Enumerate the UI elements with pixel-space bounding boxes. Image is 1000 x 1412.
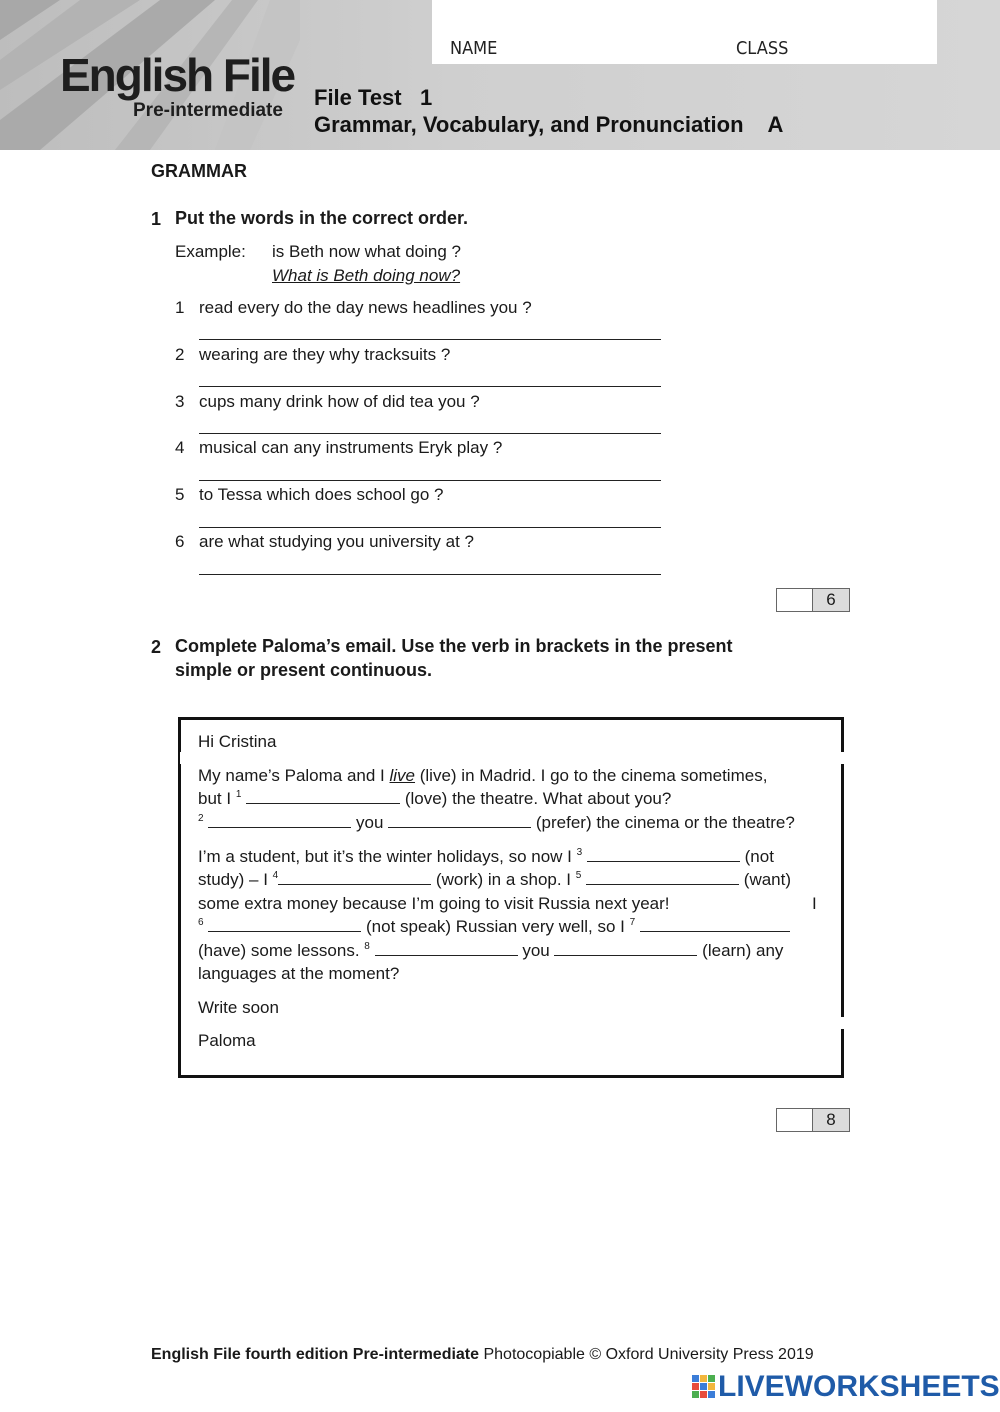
page-header	[0, 0, 1000, 150]
test-subtitle: Grammar, Vocabulary, and Pronunciation A	[314, 112, 784, 137]
frame-gap	[840, 1017, 848, 1029]
answer-line[interactable]	[199, 433, 661, 434]
gap-1-input[interactable]	[246, 789, 400, 804]
logo-subtitle: Pre-intermediate	[133, 100, 283, 121]
item-words: to Tessa which does school go ?	[199, 485, 444, 504]
gap-7-input[interactable]	[640, 917, 790, 932]
liveworksheets-text: LIVEWORKSHEETS	[718, 1370, 1000, 1403]
gap-5-input[interactable]	[586, 870, 739, 885]
name-label: NAME	[450, 38, 498, 59]
liveworksheets-logo	[692, 1370, 1000, 1404]
item-number: 1	[175, 298, 185, 317]
email-line: (have) some lessons. $^8$ you (learn) any	[198, 941, 784, 960]
answer-line[interactable]	[199, 574, 661, 575]
item-number: 2	[175, 345, 185, 364]
question-1-number: 1	[151, 209, 162, 229]
gap-2a-input[interactable]	[208, 813, 351, 828]
frame-gap	[840, 752, 848, 764]
answer-line[interactable]	[199, 339, 661, 340]
example-answer: What is Beth doing now?	[272, 266, 461, 285]
item-number: 6	[175, 532, 185, 551]
email-greeting: Hi Cristina	[198, 732, 277, 751]
item-number: 5	[175, 485, 185, 504]
question-1-instruction: Put the words in the correct order.	[175, 208, 469, 228]
class-label: CLASS	[736, 38, 789, 59]
test-version: A	[767, 112, 784, 137]
email-line: but I $^1$ (love) the theatre. What about you?	[198, 789, 672, 808]
item-words: are what studying you university at ?	[199, 532, 474, 551]
question-2-number: 2	[151, 637, 162, 657]
name-class-box	[432, 0, 937, 64]
score-total: 8	[813, 1109, 849, 1131]
score-box	[776, 1108, 850, 1132]
gap-6-input[interactable]	[208, 917, 361, 932]
item-words: read every do the day news headlines you ?	[199, 298, 532, 317]
answer-line[interactable]	[199, 527, 661, 528]
email-line: some extra money because I’m going to visit Russia next year!	[198, 894, 670, 913]
liveworksheets-icon	[692, 1375, 716, 1399]
email-line: $^6$ (not speak) Russian very well, so I $^7$	[198, 915, 790, 939]
item-words: musical can any instruments Eryk play ?	[199, 438, 503, 457]
example-label: Example:	[175, 242, 246, 261]
score-input[interactable]	[777, 589, 813, 611]
email-line: I	[812, 894, 817, 913]
email-signature: Paloma	[198, 1031, 256, 1050]
footer: English File fourth edition Pre-intermediate Photocopiable © Oxford University Press 2019	[151, 1346, 814, 1363]
gap-2b-input[interactable]	[388, 813, 531, 828]
answer-line[interactable]	[199, 480, 661, 481]
email-line: $^2$ you (prefer) the cinema or the theatre?	[198, 813, 795, 832]
section-title: GRAMMAR	[151, 161, 247, 181]
email-line: I’m a student, but it’s the winter holidays, so now I $^3$ (not	[198, 847, 774, 866]
item-words: cups many drink how of did tea you ?	[199, 392, 480, 411]
email-line: study) – I $^4$ (work) in a shop. I $^5$ (want)	[198, 870, 792, 889]
gap-4-input[interactable]	[278, 870, 431, 885]
item-number: 3	[175, 392, 185, 411]
question-2-instruction: Complete Paloma’s email. Use the verb in brackets in the present simple or present continuous.	[175, 636, 733, 680]
example-words: is Beth now what doing ?	[272, 242, 462, 261]
score-input[interactable]	[777, 1109, 813, 1131]
gap-8b-input[interactable]	[554, 941, 697, 956]
email-line: My name’s Paloma and I live (live) in Madrid. I go to the cinema sometimes,	[198, 766, 768, 785]
gap-8a-input[interactable]	[375, 941, 518, 956]
email-closing: Write soon	[198, 998, 279, 1017]
score-total: 6	[813, 589, 849, 611]
gap-3-input[interactable]	[587, 847, 740, 862]
score-box	[776, 588, 850, 612]
item-number: 4	[175, 438, 185, 457]
example-verb: live	[389, 766, 416, 785]
test-title: File Test 1	[314, 85, 433, 110]
email-line: languages at the moment?	[198, 964, 400, 983]
answer-line[interactable]	[199, 386, 661, 387]
logo-title: English File	[60, 49, 295, 101]
item-words: wearing are they why tracksuits ?	[199, 345, 451, 364]
frame-gap	[180, 752, 186, 764]
